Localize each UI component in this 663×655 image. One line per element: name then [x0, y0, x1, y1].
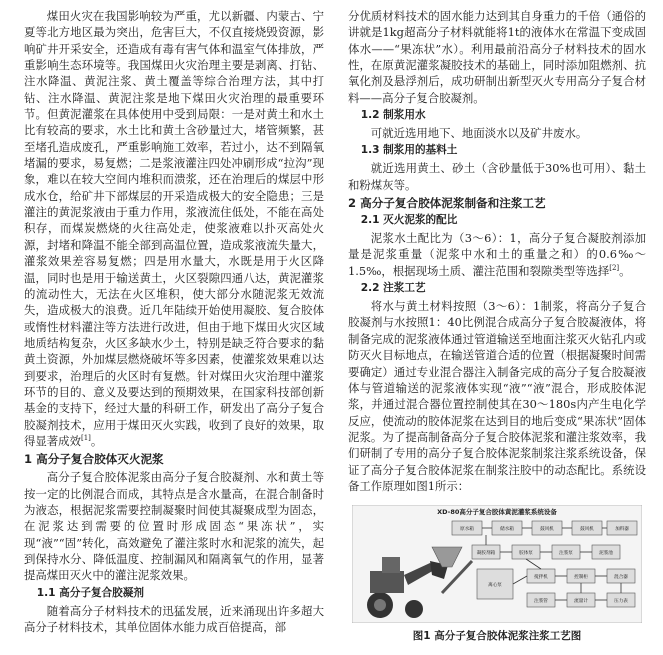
diagram-label: 鼓风机: [540, 527, 554, 532]
paragraph-section-1-3: 就近选用黄土、砂土（含砂量低于30%也可用）、黏土和粉煤灰等。: [348, 161, 646, 192]
paragraph-section-2-1: 泥浆水土配比为（3～6）：1，高分子复合凝胶剂添加量是泥浆重量（泥浆中水和土的重量之和）的0.6‰～1.5‰，根据现场土质、灌注范围和裂隙类型等选择[2]。: [348, 231, 646, 278]
diagram-label: 胶体泵: [519, 551, 533, 556]
figure-caption: 图1 高分子复合胶体泥浆注浆工艺图: [412, 630, 582, 642]
paragraph-intro: 煤田火灾在我国影响较为严重，尤以新疆、内蒙古、宁夏等北方地区最为突出，危害巨大，不仅直接烧毁资源，影响矿井开采安全，还造成有毒有害气体和温室气体排放，严重影响生态环境等。我国煤田火灾治理主要是剥离、打钻、注水降温、黄泥注浆、黄土覆盖等综合治理方法，其中打钻、注水降温、黄泥注浆是地下煤田火灾治理的最重要环节。但黄泥灌浆在具体使用中受到局限：一是对黄土和水土比有较高的要求，水土比和黄土含砂量过大，堵管频繁，甚至堵孔造成废孔，严重影响施工效率，若过小，达不到隔氧堵漏的要求，易复燃；二是浆液灌注四处冲刷形成“拉沟”现象，难以在较大空间内堆积而溃浆，还在治理后的煤层中形成水仓，给矿井下部煤层的开采造成极大的安全隐患；三是灌注的黄泥浆液由于重力作用，浆液流住低处，不能在高处积存，而煤炭燃烧的火往高处走，使浆液难以扑灭高处火源，封堵和降温不能全部到高温位置，造成浆液流失量大，灌浆效果差容易复燃；四是用水量大，水既是用于火区降温，同时也是用于输送黄土，火区裂隙四通八达，黄泥灌浆的流动性大，无法在火区堆积，使大部分水随泥浆无效流失，造成极大的浪费。近几年陆续开始使用凝胶、复合胶体或惰性材料灌注等方法进行改进，但由于地下煤田火灾区域地质结构复杂，火区多缺水少土，特别是缺乏符合要求的黏黄土资源，外加煤层燃烧破坏等多因素，使灌浆效果难以达到要求，治理后的火区时有复燃。针对煤田火灾治理中灌浆环节的目的、意义及要达到的预期效果，在国家科技部创新基金的支持下，经过大量的科研工作，研发出了高分子复合胶凝剂技术，应用于煤田灭火实践，收到了良好的效果，取得显著成效[1]。: [24, 9, 324, 448]
diagram-label: 流量计: [574, 599, 588, 604]
diagram-label: 控制柜: [574, 575, 588, 580]
diagram-label: 泥浆池: [599, 551, 613, 556]
diagram-label: 原水箱: [460, 527, 474, 532]
paragraph-section-1-1: 随着高分子材料技术的迅猛发展，近来涌现出许多超大高分子材料技术，其单位固体水能力成百倍提高，部: [24, 603, 324, 635]
diagram-label: 鼓风机: [580, 527, 594, 532]
diagram-label: 凝胶剂箱: [476, 551, 496, 556]
diagram-label: 离心泵: [488, 583, 502, 588]
subsection-heading-2-2: 2.2 注浆工艺: [360, 282, 426, 295]
subsection-heading-1-2: 1.2 制浆用水: [360, 109, 426, 122]
figure-title: XD-80高分子复合胶体黄泥灌浆系统设备: [437, 508, 557, 516]
paragraph-section-1-2: 可就近选用地下、地面淡水以及矿井废水。: [370, 126, 588, 141]
subsection-heading-1-1: 1.1 高分子复合胶凝剂: [36, 586, 144, 599]
right-column: [348, 8, 646, 494]
citation-1[interactable]: [1]: [80, 434, 91, 443]
paragraph-section-1: 高分子复合胶体泥浆由高分子复合胶凝剂、水和黄土等按一定的比例混合而成，其特点是含水量高，在混合制备时为液态，根据泥浆需要控制凝聚时间使其凝聚成型为固态，在泥浆达到需要的位置时形成固态“果冻状”，实现“液”“固”转化，高效避免了灌注浆时水和泥浆的流失，起到保持水分、降低温度、控制漏风和隔离氧气的作用，显著提高煤田灭火中的灌注泥浆效果。: [24, 470, 324, 583]
diagram-label: 注浆泵: [559, 551, 573, 556]
diagram-label: 储水箱: [500, 527, 514, 532]
diagram-label: 加料器: [615, 527, 629, 532]
diagram-label: 压力表: [614, 599, 628, 604]
subsection-heading-1-3: 1.3 制浆用的基料土: [360, 144, 458, 157]
paragraph-section-1-1-cont: 分优质材料技术的固水能力达到其自身重力的千倍（通俗的讲就是1kg超高分子材料就能将1t的液体水在常温下变成固体水——“果冻状”水）。利用最前沿高分子材料技术的固水性，在原黄泥灌浆凝胶技术的基础上，同时添加阻燃剂、抗氧化剂及悬浮剂后，成功研制出新型灭火专用高分子复合材料——高分子复合胶凝剂。: [348, 9, 646, 105]
figure-1: [352, 505, 642, 623]
citation-2[interactable]: [2]: [609, 263, 620, 272]
subsection-heading-2-1: 2.1 灭火泥浆的配比: [360, 214, 458, 227]
process-diagram: [352, 505, 642, 623]
left-column: [24, 8, 324, 635]
diagram-label: 混合器: [614, 575, 628, 580]
diagram-label: 注浆管: [534, 599, 548, 604]
section-heading-1: 1 高分子复合胶体灭火泥浆: [24, 452, 164, 467]
paragraph-section-2-2: 将水与黄土材料按照（3～6）：1制浆，将高分子复合胶凝剂与水按照1：40比例混合成高分子复合胶凝液体，将制备完成的泥浆液体通过管道输送至地面注浆灭火钻孔内或防灭火目标地点，在输送管道合适的位置（根据凝聚时间需要确定）通过专业混合器注入制备完成的高分子复合胶凝液体与管道输送的泥浆液体实现“液”“液”混合，形成胶体泥浆，并通过混合器位置控制使其在30～180s内产生电化学反应，使流动的胶体泥浆在达到目的地后变成“果冻状”固体泥浆。为了提高制备高分子复合胶体泥浆和灌注浆效率，我们研制了专用的高分子复合胶体泥浆制浆注浆系统设备，保证了高分子复合胶体泥浆在制浆注胶中的动态配比。系统设备工作原理如图1所示：: [348, 299, 646, 493]
section-heading-2: 2 高分子复合胶体泥浆制备和注浆工艺: [348, 196, 546, 211]
diagram-label: 搅拌机: [534, 575, 548, 580]
